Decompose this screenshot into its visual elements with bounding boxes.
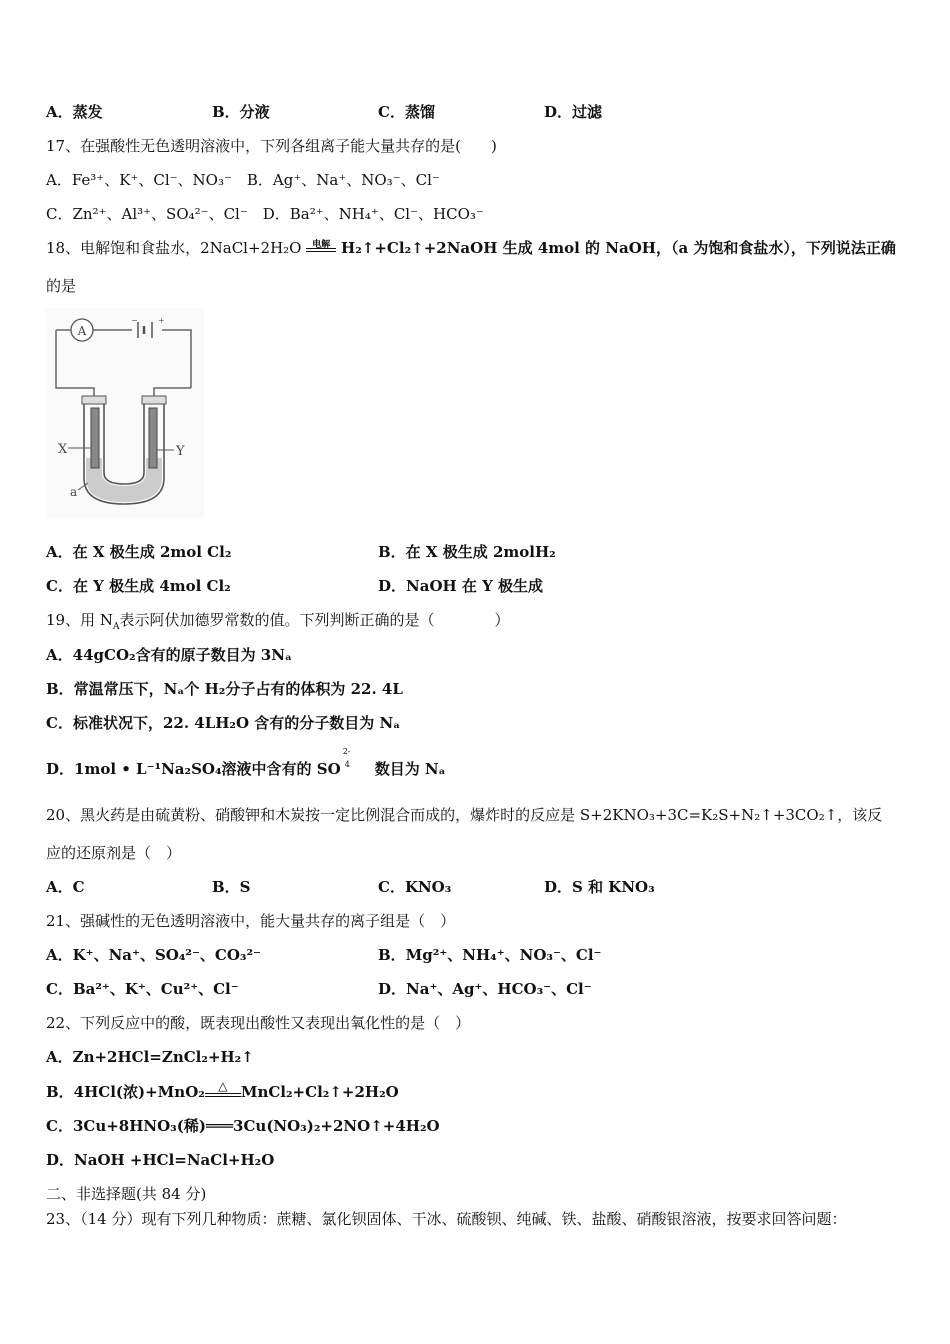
heat-condition [205, 1079, 241, 1102]
q19-stem-sub: A [112, 622, 120, 632]
q22-option-b-post: MnCl₂+Cl₂↑+2H₂O [240, 1083, 399, 1101]
q23-stem: 23、（14 分）现有下列几种物质：蔗糖、氯化钡固体、干冰、硫酸钡、纯碱、铁、盐酸、硝酸银溶液，按要求回答问题： [46, 1210, 847, 1228]
q21-stem: 21、强碱性的无色透明溶液中，能大量共存的离子组是（ ） [46, 912, 456, 930]
q17-options-cd: C．Zn²⁺、Al³⁺、SO₄²⁻、Cl⁻ D．Ba²⁺、NH₄⁺、Cl⁻、HCO₃⁻ [46, 205, 484, 223]
q19-option-d [46, 747, 446, 779]
q21-option-a: A．K⁺、Na⁺、SO₄²⁻、CO₃²⁻ [46, 946, 261, 964]
q18-stem-cont: 的是 [46, 277, 77, 295]
label-a: a [70, 485, 78, 499]
q19-stem-rest: 表示阿伏加德罗常数的值。下列判断正确的是（ ） [119, 611, 510, 629]
q18-stem [46, 238, 896, 258]
q20-stem-cont: 应的还原剂是（ ） [46, 844, 182, 862]
q22-option-c: C．3Cu+8HNO₃(稀)═══3Cu(NO₃)₂+2NO↑+4H₂O [46, 1117, 440, 1135]
q18-stem-pre: 18、电解饱和食盐水，2NaCl+2H₂O [46, 239, 302, 257]
q20-option-c: C．KNO₃ [378, 878, 452, 896]
q20-stem: 20、黑火药是由硫黄粉、硝酸钾和木炭按一定比例混合而成的，爆炸时的反应是 S+2KNO₃+3C=K₂S+N₂↑+3CO₂↑，该反 [46, 806, 883, 824]
q22-option-a: A．Zn+2HCl=ZnCl₂+H₂↑ [46, 1048, 254, 1066]
heat-symbol: △ [218, 1079, 228, 1093]
q18-option-a: A．在 X 极生成 2mol Cl₂ [46, 543, 232, 561]
sulfate-charge-text: 2- [342, 747, 351, 756]
q22-option-b-pre: B．4HCl(浓)+MnO₂ [46, 1083, 205, 1101]
q16-option-c: C．蒸馏 [378, 103, 435, 121]
q19-option-c: C．标准状况下，22. 4LH₂O 含有的分子数目为 Nₐ [46, 714, 401, 732]
q20-option-b: B．S [212, 878, 251, 896]
q21-option-b: B．Mg²⁺、NH₄⁺、NO₃⁻、Cl⁻ [378, 946, 602, 964]
q20-option-d: D．S 和 KNO₃ [544, 878, 655, 896]
q19-option-d-post: 数目为 Nₐ [374, 760, 446, 778]
q21-option-d: D．Na⁺、Ag⁺、HCO₃⁻、Cl⁻ [378, 980, 592, 998]
q16-option-a: A．蒸发 [46, 103, 103, 121]
q22-option-b [46, 1079, 399, 1102]
q22-option-d: D．NaOH +HCl=NaCl+H₂O [46, 1151, 275, 1169]
q21-option-c: C．Ba²⁺、K⁺、Cu²⁺、Cl⁻ [46, 980, 239, 998]
electrolysis-u-tube-figure [46, 308, 204, 518]
svg-text:+: + [158, 316, 165, 325]
electrolysis-condition [306, 238, 336, 258]
q19-option-d-pre: D．1mol • L⁻¹Na₂SO₄溶液中含有的 SO [46, 760, 341, 778]
electrode-x [91, 408, 99, 468]
sulfate-charge [341, 747, 375, 779]
label-x: X [58, 442, 68, 457]
q19-stem [46, 610, 510, 637]
q17-stem: 17、在强酸性无色透明溶液中，下列各组离子能大量共存的是( ) [46, 137, 497, 155]
electrode-y [149, 408, 157, 468]
q18-option-c: C．在 Y 极生成 4mol Cl₂ [46, 577, 231, 595]
q17-options-ab: A．Fe³⁺、K⁺、Cl⁻、NO₃⁻ B．Ag⁺、Na⁺、NO₃⁻、Cl⁻ [46, 171, 440, 189]
q19-option-b: B．常温常压下，Nₐ个 H₂分子占有的体积为 22. 4L [46, 680, 403, 698]
q18-option-b: B．在 X 极生成 2molH₂ [378, 543, 556, 561]
q19-stem-pre: 19、用 N [46, 611, 113, 629]
section-heading: 二、非选择题(共 84 分) [46, 1185, 207, 1203]
q20-option-a: A．C [46, 878, 85, 896]
q19-option-a: A．44gCO₂含有的原子数目为 3Nₐ [46, 646, 292, 664]
q18-option-d: D．NaOH 在 Y 极生成 [378, 577, 544, 595]
q16-option-b: B．分液 [212, 103, 270, 121]
svg-text:−: − [131, 316, 138, 325]
condition-label: 电解 [312, 240, 331, 250]
sulfate-sub: 4 [344, 760, 350, 769]
label-y: Y [176, 444, 185, 459]
q22-stem: 22、下列反应中的酸，既表现出酸性又表现出氧化性的是（ ） [46, 1014, 471, 1032]
q16-option-d: D．过滤 [544, 103, 603, 121]
q18-stem-post: H₂↑+Cl₂↑+2NaOH 生成 4mol 的 NaOH，（a 为饱和食盐水），下列说法正确 [341, 239, 896, 257]
ammeter-label: A [77, 324, 87, 338]
